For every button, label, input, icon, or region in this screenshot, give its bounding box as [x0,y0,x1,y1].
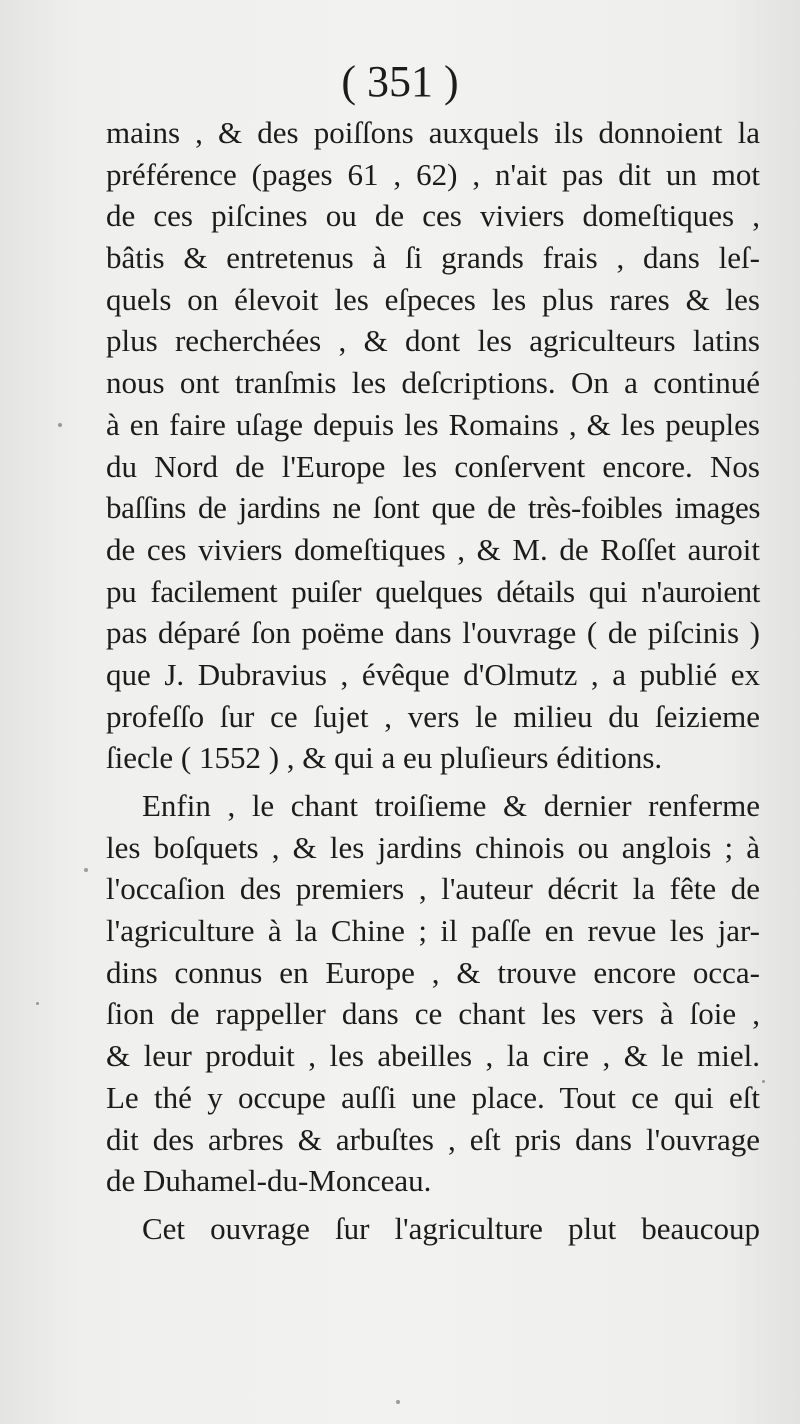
page-text [106,112,760,1250]
text-line: dit des arbres & arbuſtes , eſt pris dans l'ouvrage [106,1121,760,1157]
text-line: du Nord de l'Europe les conſervent encore. Nos [106,448,760,484]
text-line: pu facilement puiſer quelques détails qui n'auroient [106,573,760,609]
text-line: Le thé y occupe auſſi une place. Tout ce qui eſt [106,1079,760,1115]
text-line: profeſſo ſur ce ſujet , vers le milieu du ſeizieme [106,698,760,734]
text-line: ſiecle ( 1552 ) , & qui a eu pluſieurs éditions. [106,740,663,776]
text-line: Enfin , le chant troiſieme & dernier renferme [142,788,760,823]
text-line: l'agriculture à la Chine ; il paſſe en revue les jar- [106,913,760,949]
text-line: Cet ouvrage ſur l'agriculture plut beaucoup [142,1210,760,1246]
text-line: de ces viviers domeſtiques , & M. de Roſſet auroit [106,531,760,567]
text-line: dins connus en Europe , & trouve encore occa- [106,954,760,990]
text-line: plus recherchées , & dont les agriculteurs latins [106,323,760,359]
text-line: à en faire uſage depuis les Romains , & les peuples [106,406,760,442]
text-line: de ces piſcines ou de ces viviers domeſtiques , [106,198,760,234]
page-number: ( 351 ) [341,57,459,106]
text-line: bâtis & entretenus à ſi grands frais , dans leſ- [106,240,760,276]
text-line: nous ont tranſmis les deſcriptions. On a continué [106,365,760,401]
text-line: les boſquets , & les jardins chinois ou anglois ; à [106,829,760,865]
text-line: & leur produit , les abeilles , la cire , & le miel. [106,1038,760,1074]
text-line: que J. Dubravius , évêque d'Olmutz , a publié ex [106,656,760,692]
text-line: ſion de rappeller dans ce chant les vers à ſoie , [106,996,760,1032]
text-line: mains , & des poiſſons auxquels ils donnoient la [106,115,760,150]
text-line: de Duhamel-du-Monceau. [106,1163,432,1199]
text-line: baſſins de jardins ne ſont que de très-foibles images [106,490,760,526]
text-line: pas déparé ſon poëme dans l'ouvrage ( de piſcinis ) [106,615,760,651]
text-line: l'occaſion des premiers , l'auteur décrit la fête de [106,871,760,907]
text-line: quels on élevoit les eſpeces les plus rares & les [106,281,760,317]
text-line: préférence (pages 61 , 62) , n'ait pas dit un mot [106,156,760,192]
